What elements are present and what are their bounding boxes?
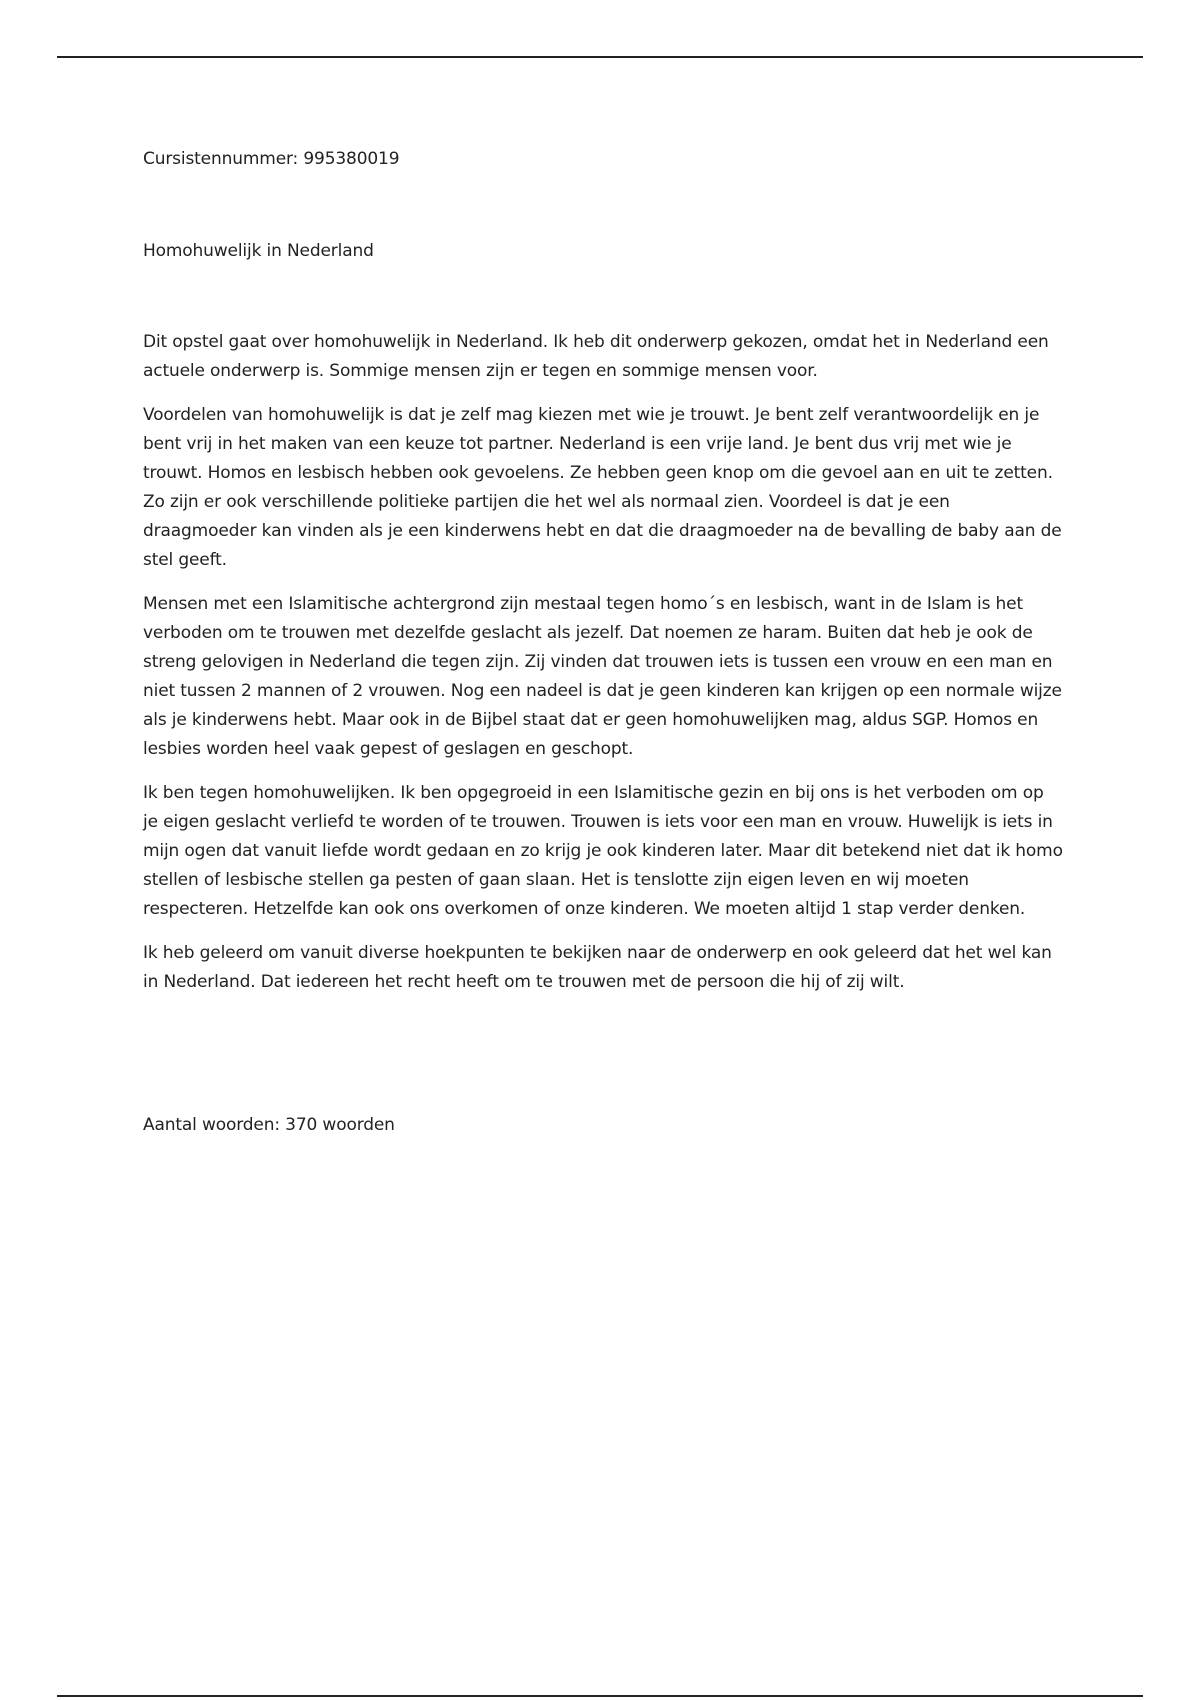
word-count: Aantal woorden: 370 woorden <box>143 1115 395 1135</box>
header-rule <box>57 56 1143 58</box>
paragraph-opinion: Ik ben tegen homohuwelijken. Ik ben opgegroeid in een Islamitische gezin en bij ons is het verboden om op je eigen geslacht verliefd te worden of te trouwen. Trouwen is iets voor een man en vrouw. Huwelijk is iets in mijn ogen dat vanuit liefde wordt gedaan en zo krijg je ook kinderen later. Maar dit betekend niet dat ik homo stellen of lesbische stellen ga pesten of gaan slaan. Het is tenslotte zijn eigen leven en wij moeten respecteren. Hetzelfde kan ook ons overkomen of onze kinderen. We moeten altijd 1 stap verder denken. <box>143 783 1063 919</box>
student-number: Cursistennummer: 995380019 <box>143 149 400 169</box>
paragraph-disadvantages: Mensen met een Islamitische achtergrond zijn mestaal tegen homo´s en lesbisch, want in de Islam is het verboden om te trouwen met dezelfde geslacht als jezelf. Dat noemen ze haram. Buiten dat heb je ook de streng gelovigen in Nederland die tegen zijn. Zij vinden dat trouwen iets is tussen een vrouw en een man en niet tussen 2 mannen of 2 vrouwen. Nog een nadeel is dat je geen kinderen kan krijgen op een normale wijze als je kinderwens hebt. Maar ook in de Bijbel staat dat er geen homohuwelijken mag, aldus SGP. Homos en lesbies worden heel vaak gepest of geslagen en geschopt. <box>143 594 1062 759</box>
paragraph-conclusion: Ik heb geleerd om vanuit diverse hoekpunten te bekijken naar de onderwerp en ook geleerd dat het wel kan in Nederland. Dat iedereen het recht heeft om te trouwen met de persoon die hij of zij wilt. <box>143 943 1052 992</box>
paragraph-advantages: Voordelen van homohuwelijk is dat je zelf mag kiezen met wie je trouwt. Je bent zelf verantwoordelijk en je bent vrij in het maken van een keuze tot partner. Nederland is een vrije land. Je bent dus vrij met wie je trouwt. Homos en lesbisch hebben ook gevoelens. Ze hebben geen knop om die gevoel aan en uit te zetten. Zo zijn er ook verschillende politieke partijen die het wel als normaal zien. Voordeel is dat je een draagmoeder kan vinden als je een kinderwens hebt en dat die draagmoeder na de bevalling de baby aan de stel geeft. <box>143 405 1062 570</box>
footer-rule <box>57 1695 1143 1697</box>
document-body <box>143 145 1063 1140</box>
paragraph-intro: Dit opstel gaat over homohuwelijk in Nederland. Ik heb dit onderwerp gekozen, omdat het in Nederland een actuele onderwerp is. Sommige mensen zijn er tegen en sommige mensen voor. <box>143 332 1049 381</box>
document-title: Homohuwelijk in Nederland <box>143 241 374 261</box>
